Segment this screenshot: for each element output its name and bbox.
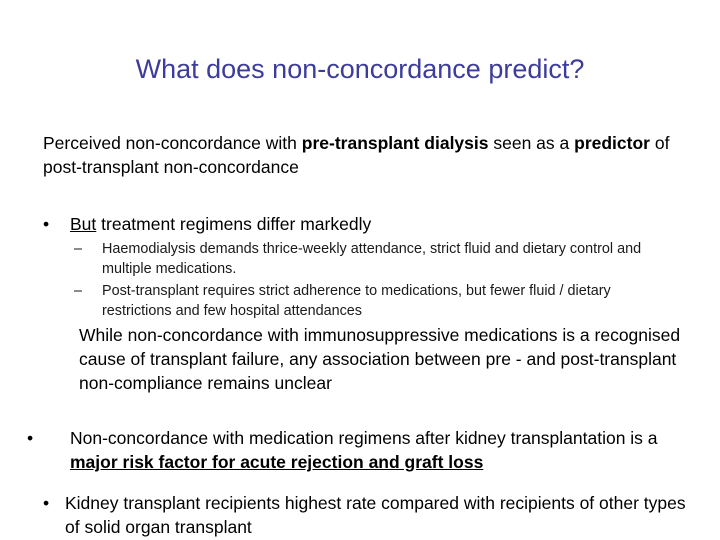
underlined-but: But bbox=[70, 214, 97, 234]
subitem-post-transplant bbox=[74, 281, 684, 321]
subitem-haemodialysis bbox=[74, 239, 684, 279]
intro-text-2: seen as a bbox=[488, 133, 575, 153]
risk-factor-emphasis: major risk factor for acute rejection and graft loss bbox=[70, 452, 484, 472]
bullet-regimens-text bbox=[70, 212, 371, 236]
bullet-marker: • bbox=[43, 493, 50, 513]
bullet-regimens bbox=[43, 212, 693, 236]
intro-bold-predictor: predictor bbox=[574, 133, 650, 153]
intro-text-3: of post-transplant non-concordance bbox=[43, 133, 670, 177]
bullet-kidney-text: Kidney transplant recipients highest rate compared with recipients of other types of solid organ transplant bbox=[65, 493, 686, 537]
bullet-medication-text bbox=[70, 426, 687, 474]
subitem-post-transplant-text: Post-transplant requires strict adherence to medications, but fewer fluid / dietary restrictions and few hospital attendances bbox=[102, 283, 611, 319]
bullet-medication-regimens bbox=[27, 426, 687, 474]
dash-marker: – bbox=[74, 241, 83, 257]
intro-bold-dialysis: pre-transplant dialysis bbox=[301, 133, 489, 153]
dash-marker: – bbox=[74, 283, 83, 299]
bullet-marker: • bbox=[43, 214, 50, 234]
bullet-marker: • bbox=[27, 428, 34, 448]
subitem-haemodialysis-text: Haemodialysis demands thrice-weekly attendance, strict fluid and dietary control and multiple medications. bbox=[102, 241, 642, 277]
immunosuppressive-paragraph: While non-concordance with immunosuppressive medications is a recognised cause of transplant failure, any association between pre - and post-transplant non-compliance remains unclear bbox=[79, 325, 681, 393]
intro-statement bbox=[43, 131, 693, 179]
intro-text-1: Perceived non-concordance with bbox=[43, 133, 302, 153]
bullet-kidney-recipients bbox=[43, 491, 693, 539]
bullet-regimens-rest: treatment regimens differ markedly bbox=[96, 214, 372, 234]
slide-title: What does non-concordance predict? bbox=[135, 54, 585, 84]
bullet-medication-lead: Non-concordance with medication regimens after kidney transplantation is a bbox=[70, 428, 658, 448]
